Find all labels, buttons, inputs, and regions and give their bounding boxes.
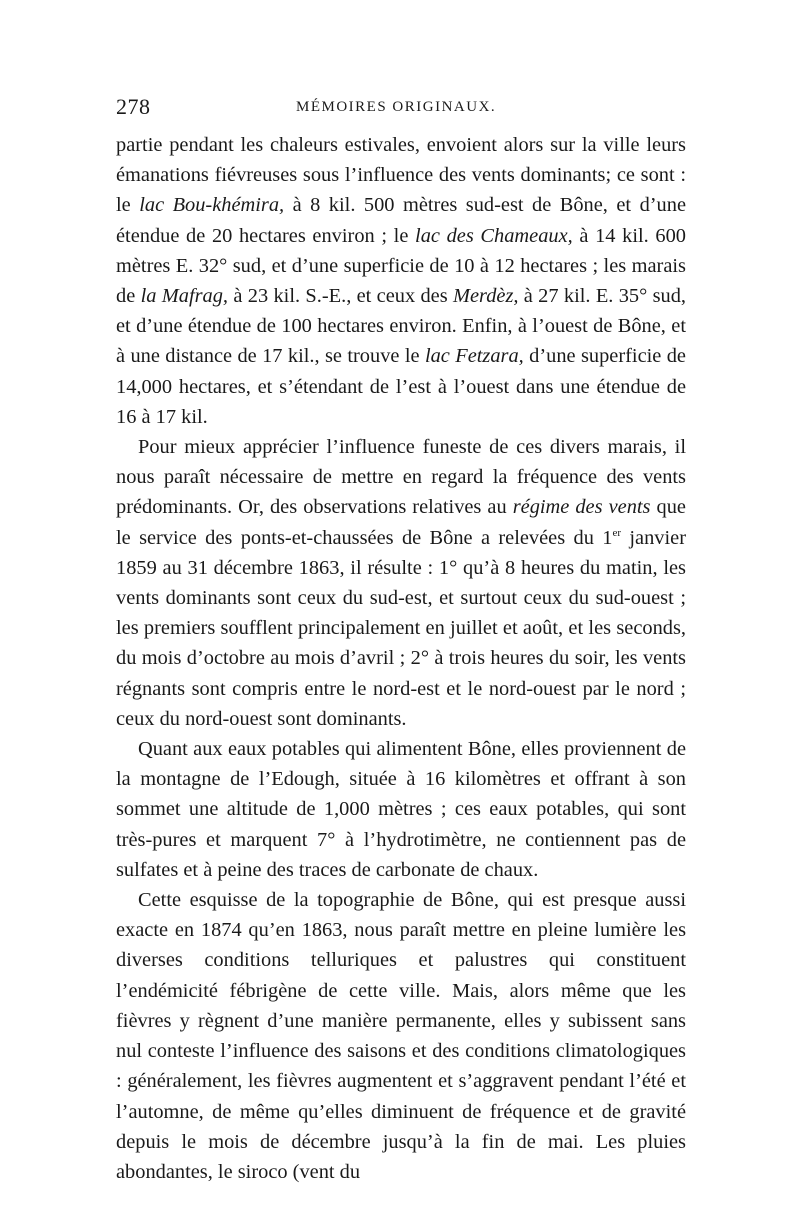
body-text — [116, 130, 686, 1187]
place-name-italic: lac Bou-khémira, — [139, 194, 285, 217]
ordinal-superscript: er — [612, 526, 622, 539]
term-italic: régime des vents — [512, 496, 651, 519]
text-run: Pour mieux apprécier l’influence funeste de ces divers marais, il nous paraît nécessaire de mettre en regard la fréquence des vents prédominants. Or, des observations relatives au — [116, 436, 686, 519]
text-run: à 14 kil. 600 mètres E. 32° sud, et d’une superficie de 10 à 12 hectares ; les marais de — [116, 224, 686, 308]
page-number: 278 — [116, 94, 151, 119]
place-name-italic: la Mafrag, — [140, 285, 229, 308]
text-run: que le service des ponts-et-chaussées de Bône a relevées du 1 — [116, 496, 686, 549]
text-run: partie pendant les chaleurs estivales, envoient alors sur la ville leurs émanations fiévreuses sous l’influence des vents dominants; ce sont : le — [116, 134, 686, 217]
text-run: janvier 1859 au 31 décembre 1863, il résulte : 1° qu’à 8 heures du matin, les vents dominants sont ceux du sud-est, et surtout ceux du sud-ouest ; les premiers soufflent principalement en juillet et août, et les seconds, du mois d’octobre au mois d’avril ; 2° à trois heures du soir, les vents régnants sont compris entre le nord-est et le nord-ouest par le nord ; ceux du nord-ouest sont dominants. — [116, 526, 686, 730]
place-name-italic: lac Fetzara, — [424, 345, 524, 368]
text-run: à 27 kil. E. 35° sud, et d’une étendue de 100 hectares environ. Enfin, à l’ouest de Bône, et à une distance de 17 kil., se trouve le — [116, 285, 687, 368]
page-header — [116, 94, 686, 124]
paragraph-3: Quant aux eaux potables qui alimentent Bône, elles proviennent de la montagne de l’Edough, située à 16 kilomètres et offrant à son sommet une altitude de 1,000 mètres ; ces eaux potables, qui sont très-pures et marquent 7° à l’hydrotimètre, ne contiennent pas de sulfates et à peine des traces de carbonate de chaux. — [116, 738, 686, 881]
place-name-italic: lac des Chameaux, — [415, 224, 573, 247]
text-run: d’une superficie de 14,000 hectares, et s’étendant de l’est à l’ouest dans une étendue de 16 à 17 kil. — [116, 345, 686, 428]
running-title: MÉMOIRES ORIGINAUX. — [296, 99, 497, 115]
paragraph-2 — [116, 432, 686, 734]
paragraph-4: Cette esquisse de la topographie de Bône, qui est presque aussi exacte en 1874 qu’en 1863, nous paraît mettre en pleine lumière les diverses conditions telluriques et palustres qui constituent l’endémicité fébrigène de cette ville. Mais, alors même que les fièvres y règnent d’une manière permanente, elles y subissent sans nul conteste l’influence des saisons et des conditions climatologiques : généralement, les fièvres augmentent et s’aggravent pendant l’été et l’automne, de même qu’elles diminuent de fréquence et de gravité depuis le mois de décembre jusqu’à la fin de mai. Les pluies abondantes, le siroco (vent du — [116, 889, 686, 1183]
place-name-italic: Merdèz, — [452, 285, 519, 308]
paragraph-1 — [116, 130, 686, 432]
text-run: à 23 kil. S.-E., et ceux des — [228, 285, 453, 308]
text-run: à 8 kil. 500 mètres sud-est de Bône, et d’une étendue de 20 hectares environ ; le — [116, 194, 686, 247]
